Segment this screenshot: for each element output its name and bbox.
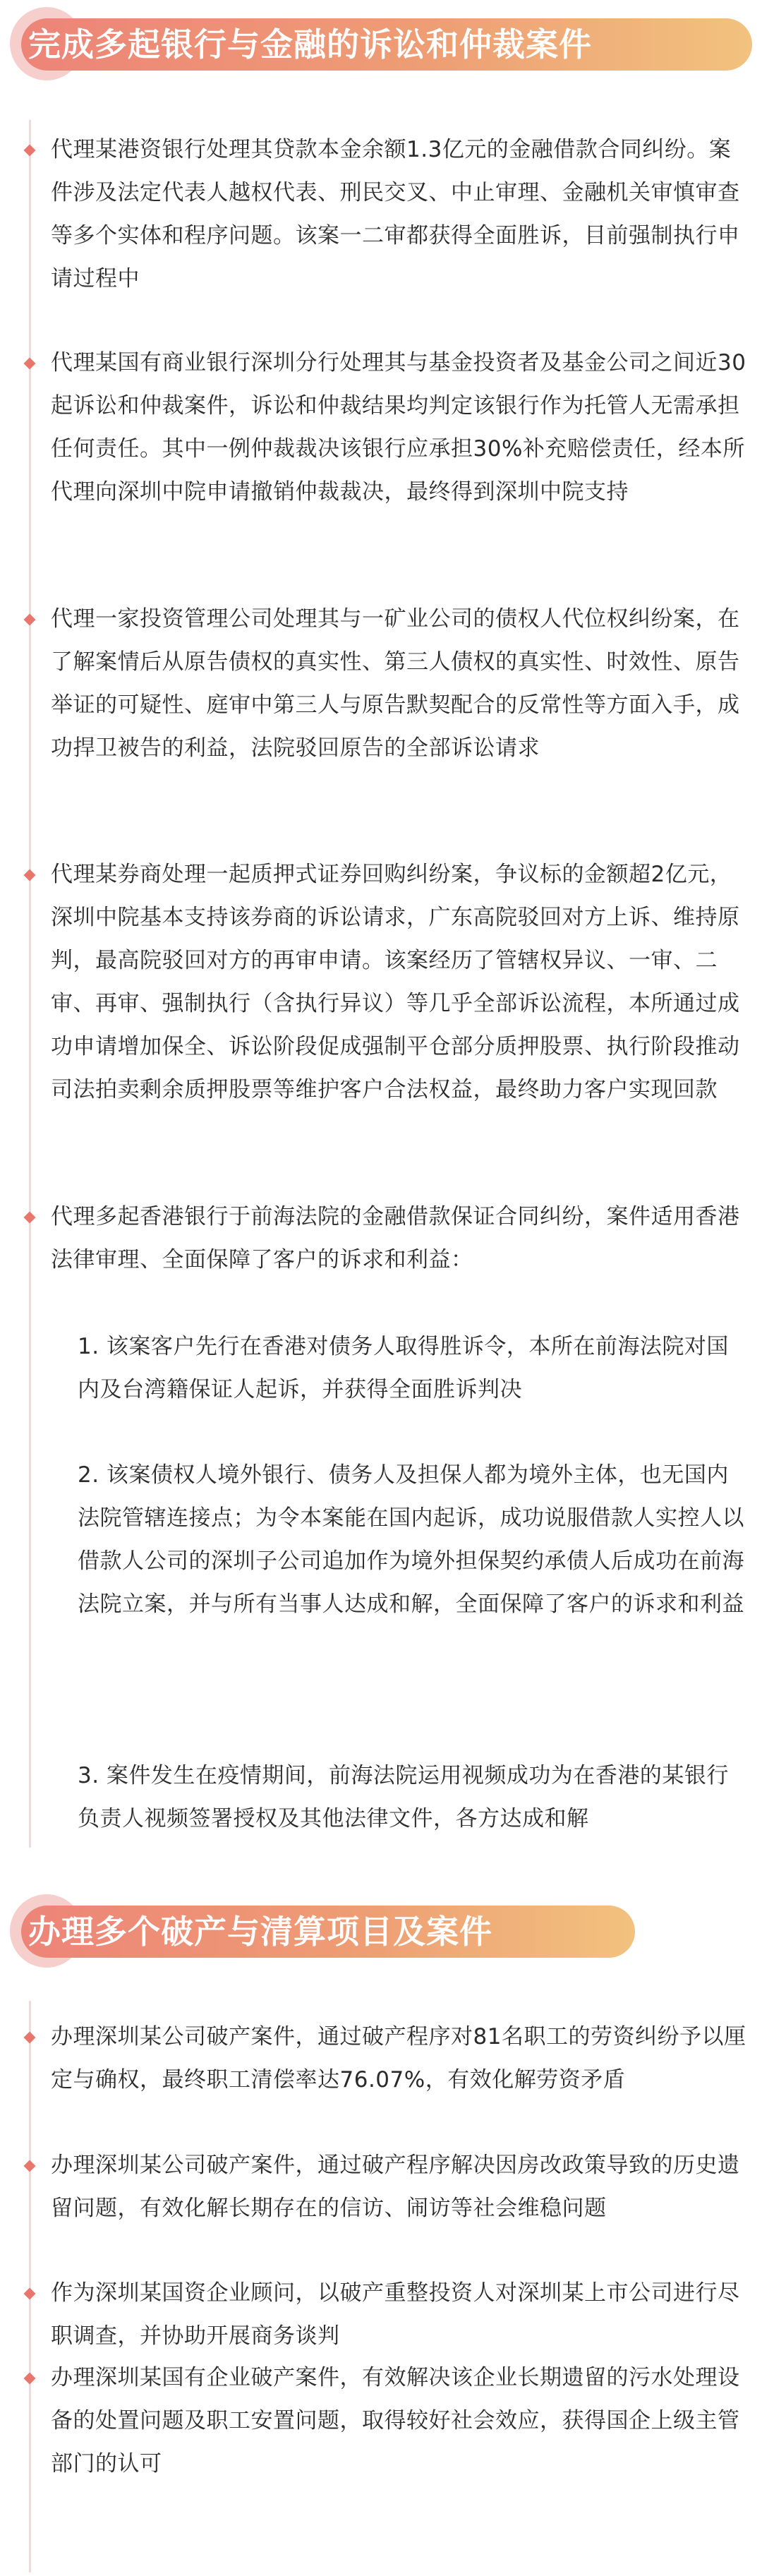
case-item: 办理深圳某国有企业破产案件，有效解决该企业长期遗留的污水处理设备的处置问题及职工安置问题，取得较好社会效应，获得国企上级主管部门的认可 bbox=[51, 2365, 740, 2476]
case-item: 代理某港资银行处理其贷款本金余额1.3亿元的金融借款合同纠纷。案件涉及法定代表人越权代表、刑民交叉、中止审理、金融机关审慎审查等多个实体和程序问题。该案一二审都获得全面胜诉，目前强制执行申请过程中 bbox=[51, 137, 740, 291]
sub-case-item: 3. 案件发生在疫情期间，前海法院运用视频成功为在香港的某银行负责人视频签署授权及其他法律文件，各方达成和解 bbox=[78, 1763, 729, 1831]
timeline-dot bbox=[24, 2032, 36, 2044]
timeline-dot bbox=[24, 2373, 36, 2385]
sub-case-item: 1. 该案客户先行在香港对债务人取得胜诉令，本所在前海法院对国内及台湾籍保证人起诉，并获得全面胜诉判决 bbox=[78, 1334, 729, 1402]
timeline-dot bbox=[24, 145, 36, 157]
case-item: 代理多起香港银行于前海法院的金融借款保证合同纠纷，案件适用香港法律审理、全面保障了客户的诉求和利益： bbox=[51, 1204, 740, 1272]
case-item: 代理某国有商业银行深圳分行处理其与基金投资者及基金公司之间近30起诉讼和仲裁案件，诉讼和仲裁结果均判定该银行作为托管人无需承担任何责任。其中一例仲裁裁决该银行应承担30%补充赔偿责任，经本所代理向深圳中院申请撤销仲裁裁决，最终得到深圳中院支持 bbox=[51, 350, 746, 505]
timeline-dot bbox=[24, 1212, 36, 1224]
timeline-line-bankruptcy bbox=[29, 2001, 31, 2572]
sub-case-item: 2. 该案债权人境外银行、债务人及担保人都为境外主体，也无国内法院管辖连接点；为令本案能在国内起诉，成功说服借款人实控人以借款人公司的深圳子公司追加作为境外担保契约承债人后成功在前海法院立案，并与所有当事人达成和解，全面保障了客户的诉求和利益 bbox=[78, 1462, 744, 1617]
timeline-dot bbox=[24, 2288, 36, 2300]
timeline-dot bbox=[24, 869, 36, 881]
section-title-bankruptcy: 办理多个破产与清算项目及案件 bbox=[28, 1913, 492, 1951]
case-item: 办理深圳某公司破产案件，通过破产程序解决因房改政策导致的历史遗留问题，有效化解长期存在的信访、闹访等社会维稳问题 bbox=[51, 2153, 740, 2221]
timeline-dot bbox=[24, 2160, 36, 2172]
timeline-dot bbox=[24, 358, 36, 370]
case-item: 代理某券商处理一起质押式证券回购纠纷案，争议标的金额超2亿元，深圳中院基本支持该券商的诉讼请求，广东高院驳回对方上诉、维持原判，最高院驳回对方的再审申请。该案经历了管辖权异议、一审、二审、再审、强制执行（含执行异议）等几乎全部诉讼流程，本所通过成功申请增加保全、诉讼阶段促成强制平仓部分质押股票、执行阶段推动司法拍卖剩余质押股票等维护客户合法权益，最终助力客户实现回款 bbox=[51, 862, 740, 1102]
section-header-bankruptcy bbox=[0, 1891, 762, 1976]
case-item: 代理一家投资管理公司处理其与一矿业公司的债权人代位权纠纷案，在了解案情后从原告债权的真实性、第三人债权的真实性、时效性、原告举证的可疑性、庭审中第三人与原告默契配合的反常性等方面入手，成功捍卫被告的利益，法院驳回原告的全部诉讼请求 bbox=[51, 606, 740, 761]
section-header-banking bbox=[0, 4, 762, 89]
section-title-banking: 完成多起银行与金融的诉讼和仲裁案件 bbox=[28, 25, 592, 64]
timeline-dot bbox=[24, 614, 36, 626]
timeline-line-banking bbox=[29, 120, 31, 1848]
case-item: 作为深圳某国资企业顾问，以破产重整投资人对深圳某上市公司进行尽职调查，并协助开展商务谈判 bbox=[51, 2280, 740, 2349]
case-item: 办理深圳某公司破产案件，通过破产程序对81名职工的劳资纠纷予以厘定与确权，最终职工清偿率达76.07%，有效化解劳资矛盾 bbox=[51, 2024, 746, 2093]
